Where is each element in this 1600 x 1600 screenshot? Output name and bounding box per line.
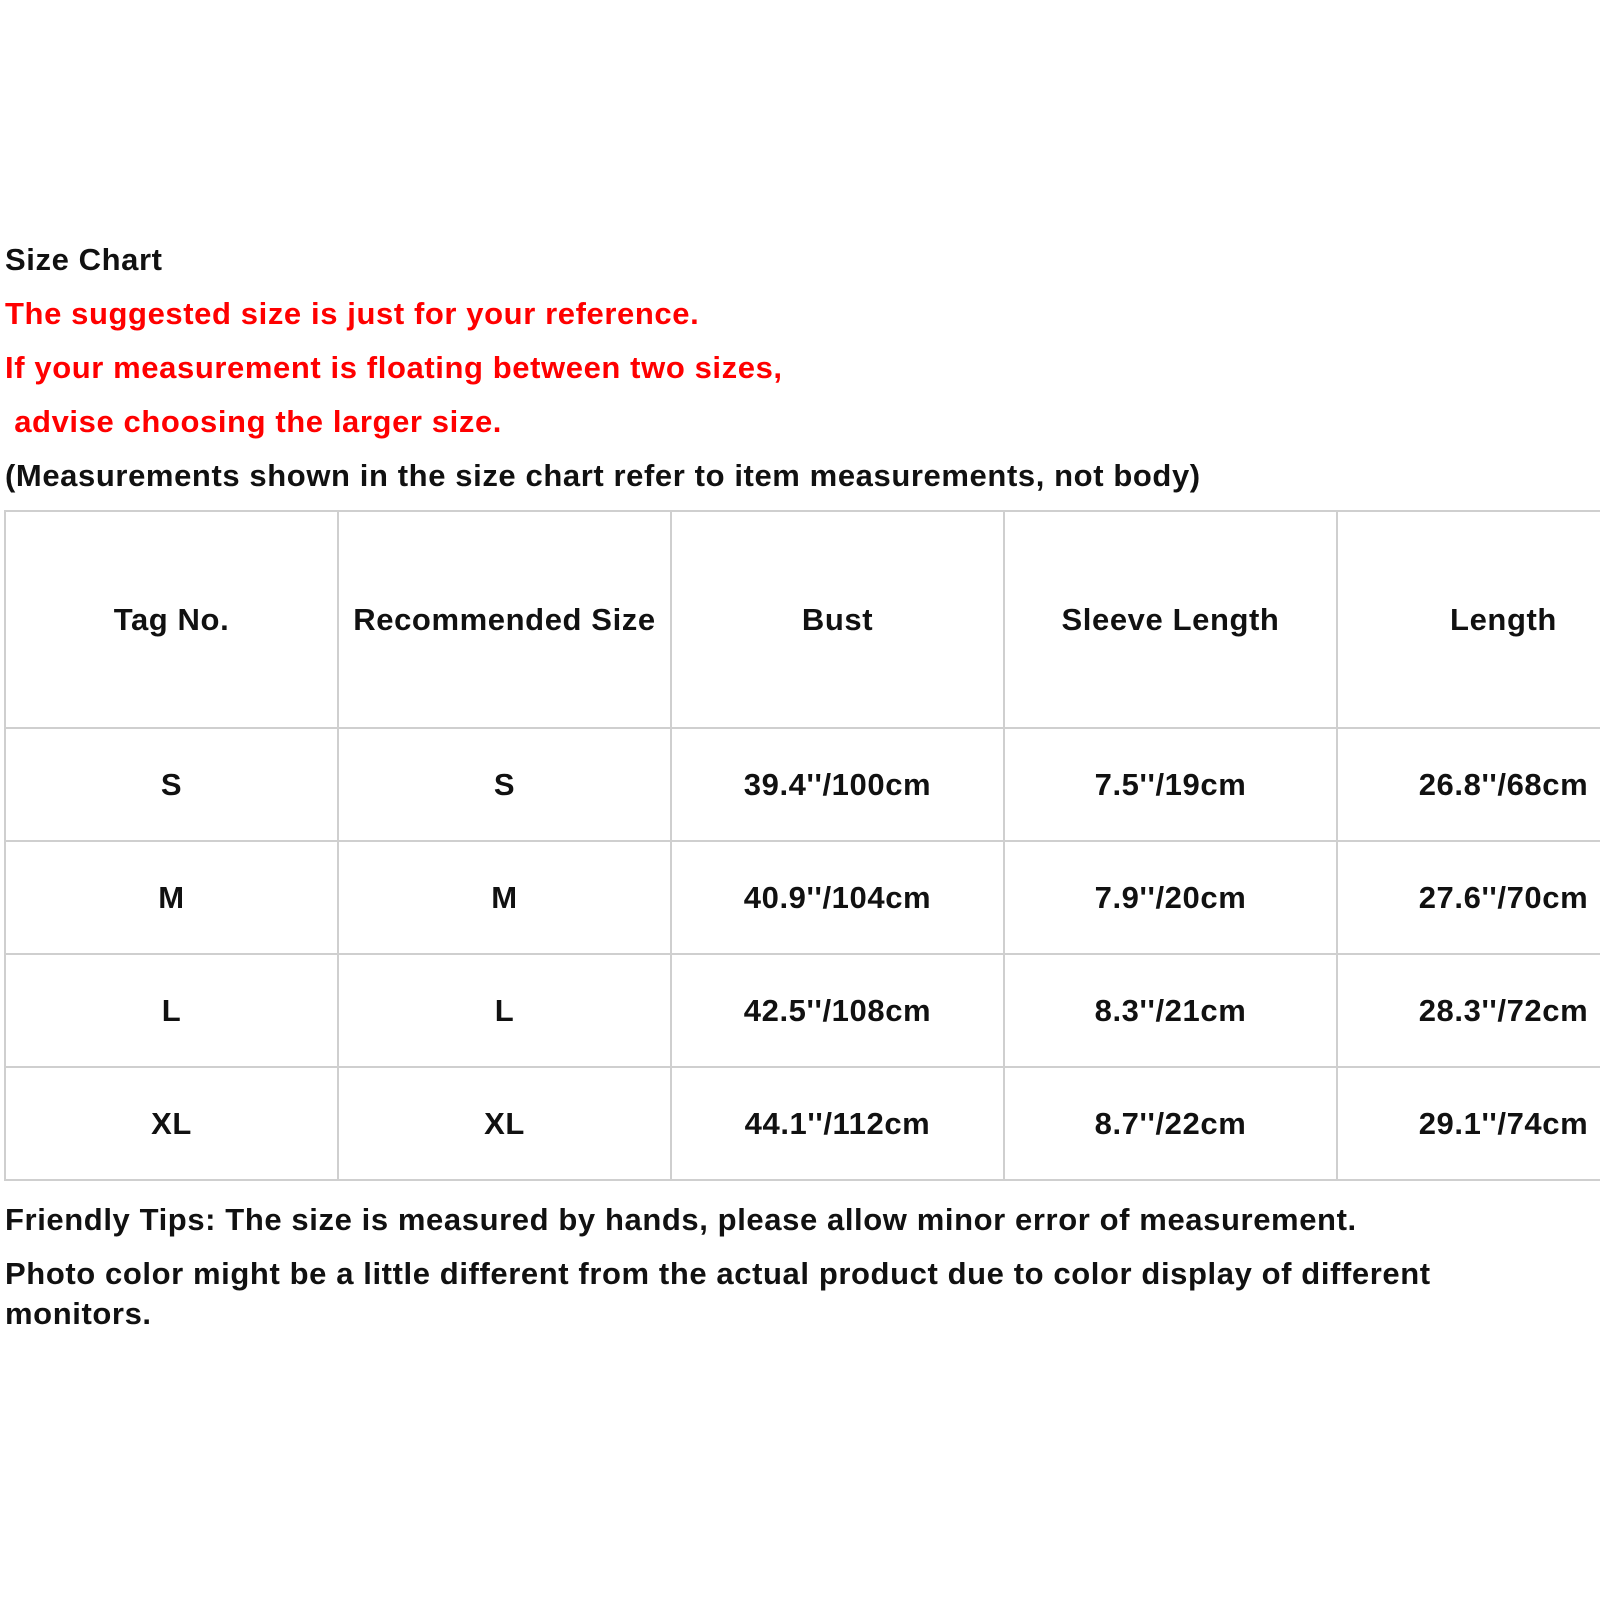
- cell-length: 29.1''/74cm: [1337, 1067, 1600, 1180]
- color-tip-continued: monitors.: [5, 1296, 152, 1331]
- cell-bust: 39.4''/100cm: [671, 728, 1004, 841]
- table-row: [5, 728, 1600, 841]
- cell-length: 26.8''/68cm: [1337, 728, 1600, 841]
- cell-sleeve-length: 8.3''/21cm: [1004, 954, 1337, 1067]
- table-row: [5, 954, 1600, 1067]
- table-row: [5, 841, 1600, 954]
- larger-size-advice: advise choosing the larger size.: [5, 404, 503, 439]
- header-bust: Bust: [671, 511, 1004, 728]
- measurement-note: (Measurements shown in the size chart refer to item measurements, not body): [5, 458, 1201, 493]
- cell-tag-no: M: [5, 841, 338, 954]
- size-chart-table: [4, 510, 1600, 1181]
- cell-recommended-size: XL: [338, 1067, 671, 1180]
- cell-recommended-size: M: [338, 841, 671, 954]
- cell-bust: 40.9''/104cm: [671, 841, 1004, 954]
- measurement-tip: Friendly Tips: The size is measured by hands, please allow minor error of measurement.: [5, 1202, 1357, 1237]
- between-sizes-note: If your measurement is floating between two sizes,: [5, 350, 783, 385]
- table-row: [5, 1067, 1600, 1180]
- header-recommended-size: Recommended Size: [338, 511, 671, 728]
- cell-sleeve-length: 8.7''/22cm: [1004, 1067, 1337, 1180]
- cell-tag-no: XL: [5, 1067, 338, 1180]
- header-length: Length: [1337, 511, 1600, 728]
- page-title: Size Chart: [5, 242, 163, 277]
- cell-recommended-size: L: [338, 954, 671, 1067]
- cell-sleeve-length: 7.9''/20cm: [1004, 841, 1337, 954]
- cell-recommended-size: S: [338, 728, 671, 841]
- color-tip: Photo color might be a little different from the actual product due to color display of different: [5, 1256, 1431, 1291]
- cell-bust: 44.1''/112cm: [671, 1067, 1004, 1180]
- table-header-row: [5, 511, 1600, 728]
- cell-tag-no: L: [5, 954, 338, 1067]
- cell-bust: 42.5''/108cm: [671, 954, 1004, 1067]
- size-reference-note: The suggested size is just for your reference.: [5, 296, 700, 331]
- header-tag-no: Tag No.: [5, 511, 338, 728]
- cell-length: 27.6''/70cm: [1337, 841, 1600, 954]
- cell-tag-no: S: [5, 728, 338, 841]
- cell-length: 28.3''/72cm: [1337, 954, 1600, 1067]
- header-sleeve-length: Sleeve Length: [1004, 511, 1337, 728]
- cell-sleeve-length: 7.5''/19cm: [1004, 728, 1337, 841]
